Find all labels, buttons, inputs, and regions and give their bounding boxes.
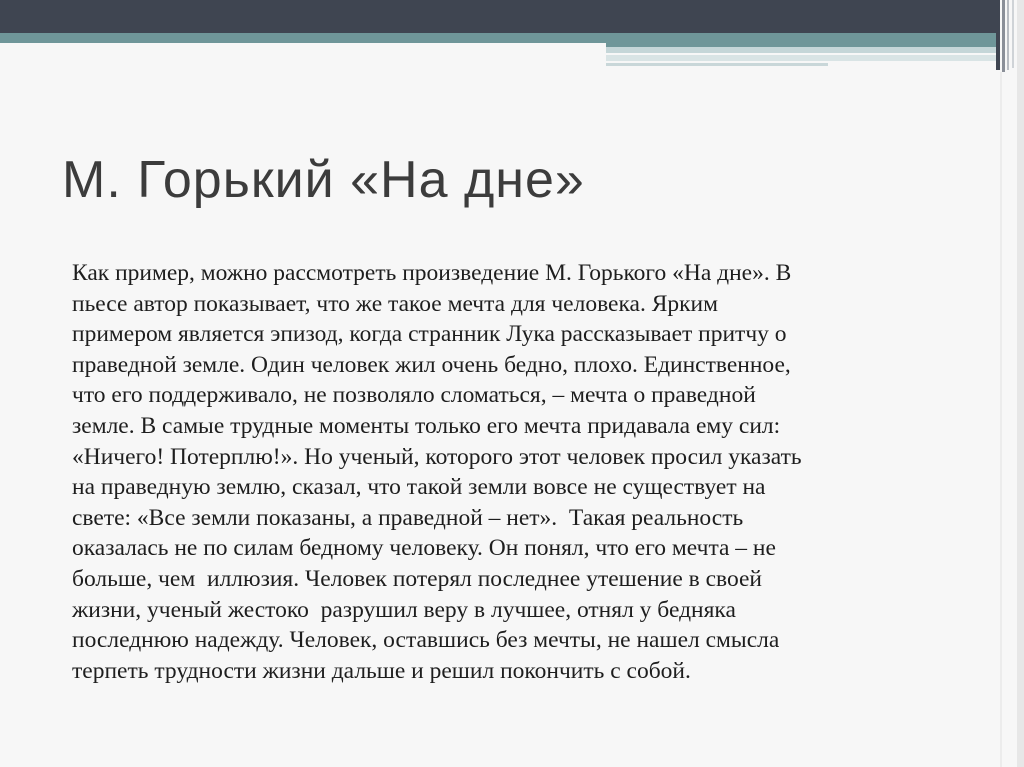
edge-stripe <box>1012 0 1014 68</box>
body-line: «Ничего! Потерплю!». Но ученый, которого этот человек просил указать <box>72 443 802 470</box>
body-line: терпеть трудности жизни дальше и решил покончить с собой. <box>72 657 691 684</box>
body-line: примером является эпизод, когда странник Лука рассказывает притчу о <box>72 321 787 348</box>
slide-body <box>72 258 972 686</box>
body-line: праведной земле. Один человек жил очень бедно, плохо. Единственное, <box>72 351 791 378</box>
edge-stripe <box>1002 0 1005 72</box>
slide-title: М. Горький «На дне» <box>62 151 585 209</box>
body-line: на праведную землю, сказал, что такой земли вовсе не существует на <box>72 474 766 501</box>
edge-stripe <box>996 0 1000 70</box>
body-line: оказалась не по силам бедному человеку. Он понял, что его мечта – не <box>72 535 776 562</box>
header-band-line <box>606 55 1000 61</box>
header-band-teal <box>0 33 606 43</box>
body-line: что его поддерживало, не позволяло сломаться, – мечта о праведной <box>72 382 756 409</box>
edge-stripe <box>1000 72 1002 767</box>
body-line: Как пример, можно рассмотреть произведение М. Горького «На дне». В <box>72 260 792 286</box>
header-band-line-short <box>606 63 828 66</box>
header-band-teal-right <box>606 33 1000 47</box>
body-line: земле. В самые трудные моменты только его мечта придавала ему сил: <box>72 412 781 439</box>
header-band-light <box>606 47 1000 53</box>
edge-stripe <box>1017 0 1024 767</box>
body-line: последнюю надежду. Человек, оставшись без мечты, не нашел смысла <box>72 627 780 654</box>
edge-stripe <box>1007 0 1009 70</box>
body-line: пьесе автор показывает, что же такое мечта для человека. Ярким <box>72 290 718 317</box>
header-band-dark <box>0 0 1000 33</box>
body-line: свете: «Все земли показаны, а праведной – нет». Такая реальность <box>72 504 744 531</box>
body-line: жизни, ученый жестоко разрушил веру в лучшее, отнял у бедняка <box>72 596 736 623</box>
body-line: больше, чем иллюзия. Человек потерял последнее утешение в своей <box>72 565 763 592</box>
